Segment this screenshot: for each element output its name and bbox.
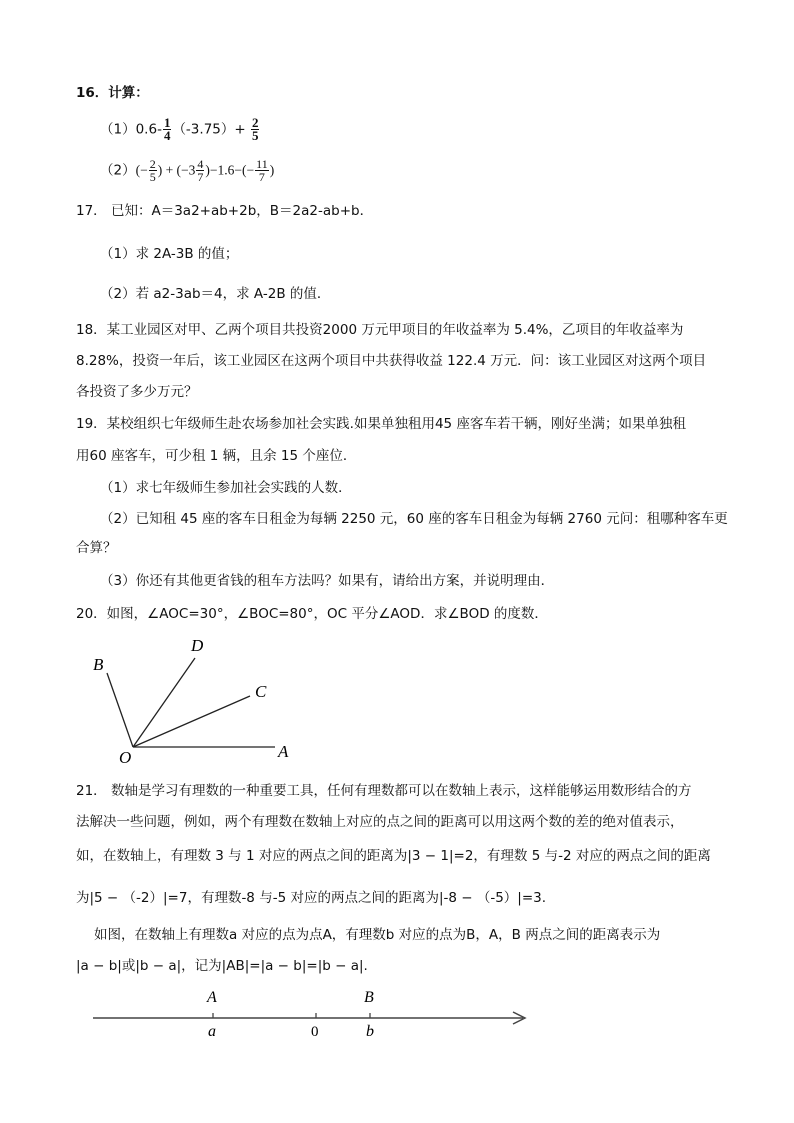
fraction-one-quarter: $\frac{1}{4}$ [163,115,171,143]
q19-line2: 用60 座客车，可少租 1 辆，且余 15 个座位． [76,448,357,464]
q16-title: 16．计算： [76,85,149,101]
q17-part2: （2）若 a2-3ab＝4，求 A-2B 的值． [100,286,331,302]
q21-line5: 如图，在数轴上有理数a 对应的点为点A，有理数b 对应的点为B，A，B 两点之间的距离表示为 [94,927,661,943]
fraction-4-7: $\frac{4}{7}$ [197,157,204,184]
fraction-two-fifths: $\frac{2}{5}$ [251,115,259,143]
q18-line3: 各投资了多少万元？ [76,384,198,400]
label-C: C [255,682,267,701]
q21-line1: 21． 数轴是学习有理数的一种重要工具，任何有理数都可以在数轴上表示，这样能够运用数形结合的方 [76,783,692,799]
label-a: a [208,1023,216,1040]
label-b: b [366,1023,374,1040]
label-A: A [278,742,289,761]
label-point-B: B [364,989,374,1006]
angle-diagram [85,630,305,765]
q19-part1: （1）求七年级师生参加社会实践的人数． [100,480,352,496]
q17-part1: （1）求 2A-3B 的值； [100,246,239,262]
q17-title: 17． 已知：A＝3a2+ab+2b，B＝2a2-ab+b． [76,203,374,219]
q21-line4: 为|5 − （-2）|=7，有理数-8 与-5 对应的两点之间的距离为|-8 − （-5）|=3. [76,890,547,906]
number-line [85,982,535,1040]
label-zero: 0 [311,1024,319,1040]
q19-line1: 19．某校组织七年级师生赴农场参加社会实践.如果单独租用45 座客车若干辆，刚好坐满；如果单独租 [76,416,686,432]
fraction-11-7: $\frac{11}{7}$ [256,157,268,184]
label-D: D [191,636,204,655]
q18-line2: 8.28%，投资一年后，该工业园区在这两个项目中共获得收益 122.4 万元．问：该工业园区对这两个项目 [76,353,707,369]
label-point-A: A [207,989,217,1006]
q19-part2a: （2）已知租 45 座的客车日租金为每辆 2250 元，60 座的客车日租金为每辆 2760 元问：租哪种客车更 [100,511,728,527]
label-O: O [119,748,132,765]
q19-part3: （3）你还有其他更省钱的租车方法吗？如果有，请给出方案，并说明理由． [100,573,555,589]
q16-part2: （2）(− $\frac{2}{5}$ ) + (−3 $\frac{4}{7}$ )−1.6−(− $\frac{11}{7}$ ) [100,157,275,184]
q20-title: 20．如图，∠AOC=30°，∠BOC=80°，OC 平分∠AOD．求∠BOD 的度数． [76,606,548,622]
q21-line6: |a − b|或|b − a|，记为|AB|=|a − b|=|b − a|. [76,958,368,974]
q19-part2b: 合算？ [76,540,117,556]
ray-OB [107,673,133,747]
q21-line2: 法解决一些问题，例如，两个有理数在数轴上对应的点之间的距离可以用这两个数的差的绝对值表示， [76,814,684,830]
q18-line1: 18．某工业园区对甲、乙两个项目共投资2000 万元甲项目的年收益率为 5.4%，乙项目的年收益率为 [76,322,684,338]
fraction-2-5: $\frac{2}{5}$ [149,157,156,184]
q21-line3: 如，在数轴上，有理数 3 与 1 对应的两点之间的距离为|3 − 1|=2，有理数 5 与-2 对应的两点之间的距离 [76,848,711,864]
label-B: B [93,655,104,674]
q16-part1: （1）0.6- $\frac{1}{4}$ （-3.75）+ $\frac{2}{5}$ [100,115,259,143]
